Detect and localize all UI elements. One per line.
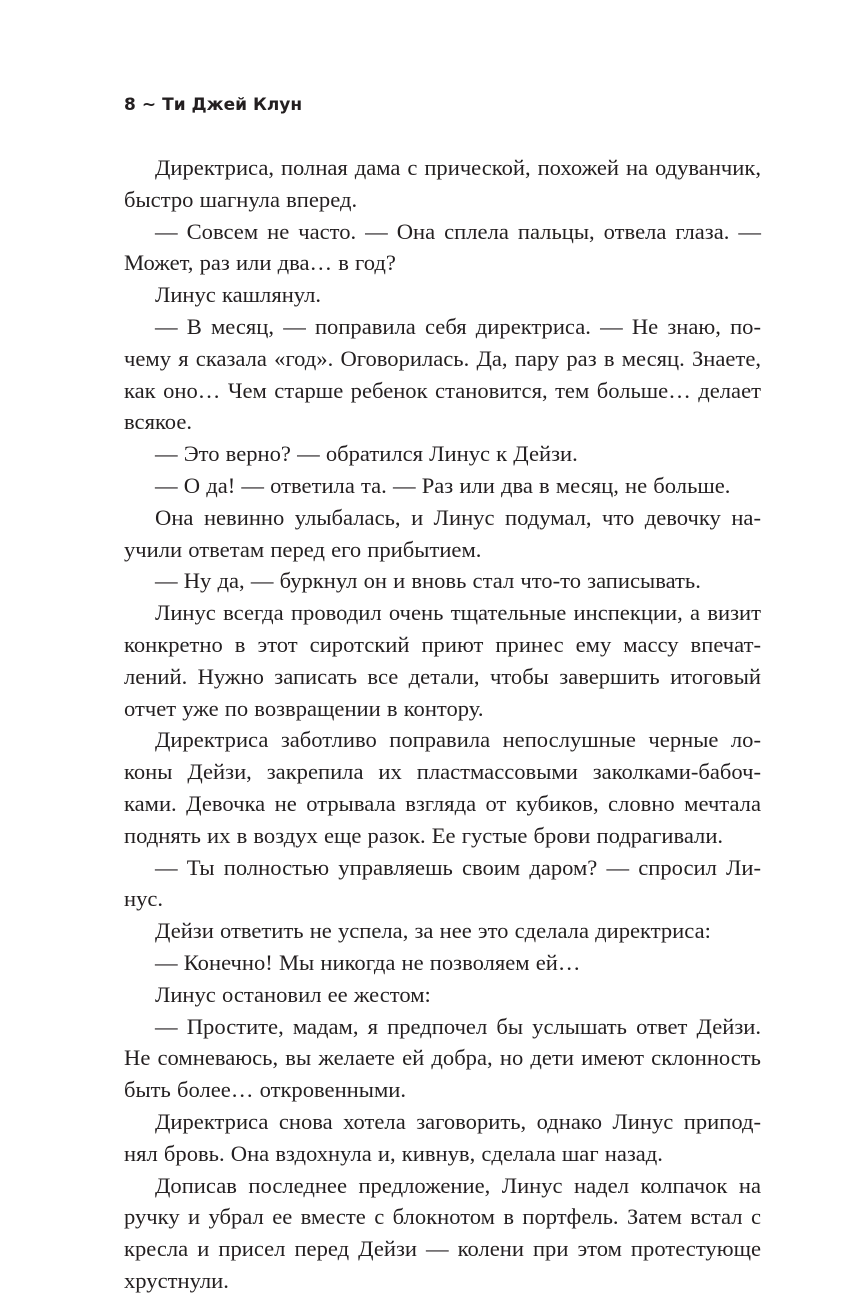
paragraph: Дейзи ответить не успела, за нее это сделала директриса: [155, 918, 711, 944]
paragraph: — Конечно! Мы никогда не позволяем ей… [155, 949, 581, 975]
paragraph: — Ну да, — буркнул он и вновь стал что-то записывать. [155, 568, 701, 594]
paragraph: Линус кашлянул. [155, 282, 322, 308]
running-head [124, 95, 302, 115]
header-separator: ~ [141, 95, 157, 115]
author-name: Ти Джей Клун [162, 95, 303, 115]
paragraph: — Простите, мадам, я предпочел бы услышать ответ Дейзи. Не сомневаюсь, вы желаете ей добра, но дети имеют склонность быть более… откровенными. [124, 1013, 761, 1103]
paragraph: — О да! — ответила та. — Раз или два в месяц, не больше. [155, 472, 731, 498]
page-number: 8 [124, 95, 136, 115]
paragraph: Линус остановил ее жестом: [155, 981, 431, 1007]
paragraph: — Совсем не часто. — Она сплела пальцы, отвела глаза. — Может, раз или два… в год? [124, 218, 761, 276]
paragraph: — В месяц, — поправила себя директриса. — Не знаю, почему я сказала «год». Оговорилась. Да, пару раз в месяц. Знаете, как оно… Чем старше ребенок становится, тем больше… делает всякое. [124, 313, 761, 435]
paragraph: Она невинно улыбалась, и Линус подумал, что девочку научили ответам перед его прибытием. [124, 504, 761, 562]
paragraph: Линус всегда проводил очень тщательные инспекции, а визит конкретно в этот сиротский приют принес ему массу впечатлений. Нужно записать все детали, чтобы завершить итоговый отчет уже по возвращении в контору. [124, 600, 761, 721]
body-text [124, 152, 761, 1297]
paragraph: Директриса заботливо поправила непослушные черные локоны Дейзи, закрепила их пластмассовыми заколками-бабочками. Девочка не отрывала взгляда от кубиков, словно мечтала поднять их в воздух еще разок. Ее густые брови подрагивали. [124, 727, 761, 848]
paragraph: Директриса снова хотела заговорить, однако Линус приподнял бровь. Она вздохнула и, кивнув, сделала шаг назад. [124, 1108, 761, 1166]
paragraph: — Ты полностью управляешь своим даром? — спросил Линус. [124, 854, 761, 912]
paragraph: Дописав последнее предложение, Линус надел колпачок на ручку и убрал ее вместе с блокнотом в портфель. Затем встал с кресла и присел перед Дейзи — колени при этом протестующе хрустнули. [124, 1172, 761, 1293]
paragraph: Директриса, полная дама с прической, похожей на одуванчик, быстро шагнула вперед. [124, 155, 761, 212]
paragraph: — Это верно? — обратился Линус к Дейзи. [155, 441, 578, 467]
